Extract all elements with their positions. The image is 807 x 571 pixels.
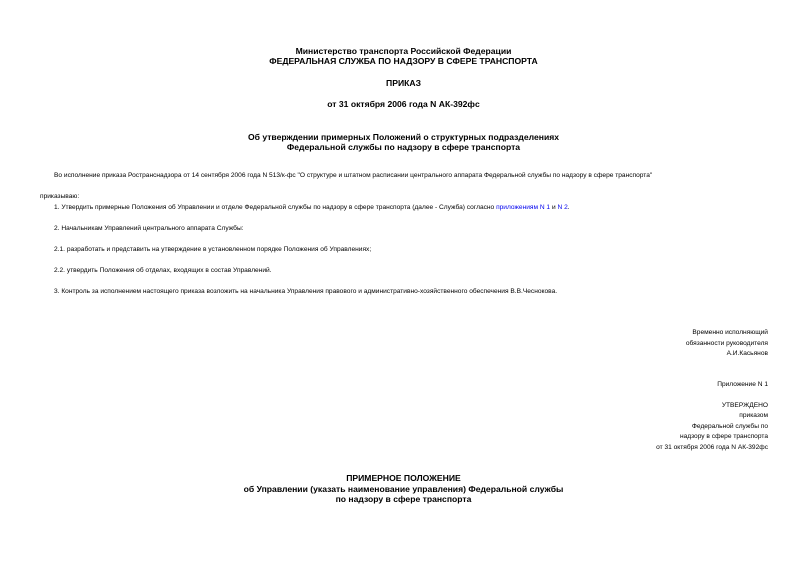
item-1-end: . <box>567 204 570 211</box>
item-3: 3. Контроль за исполнением настоящего приказа возложить на начальника Управления правового и административно-хозяйственного обеспечения В.В.Чеснокова. <box>54 288 558 295</box>
item-1 <box>54 204 570 212</box>
approved-line4: от 31 октября 2006 года N АК-392фс <box>656 444 768 451</box>
approved-label: УТВЕРЖДЕНО <box>721 402 768 409</box>
preamble-text: Во исполнение приказа Ространснадзора от 14 сентября 2006 года N 513/к-фс "О структуре и штатном расписании центрального аппарата Федеральной службы по надзору в сфере транспорта" <box>54 172 653 179</box>
signature-line1: Временно исполняющий <box>692 329 768 336</box>
ministry-heading: Министерство транспорта Российской Федерации <box>295 46 512 56</box>
approved-line1: приказом <box>739 412 768 419</box>
item-1-and: и <box>550 204 558 211</box>
approved-line2: Федеральной службы по <box>691 423 768 430</box>
subject-heading-line2: Федеральной службы по надзору в сфере транспорта <box>286 142 521 152</box>
approved-line3: надзору в сфере транспорта <box>679 433 768 440</box>
signature-name: А.И.Касьянов <box>726 350 768 357</box>
regulation-line3: по надзору в сфере транспорта <box>335 494 472 504</box>
item-2-1: 2.1. разработать и представить на утверждение в установленном порядке Положения об Управлениях; <box>54 246 372 253</box>
item-2-2: 2.2. утвердить Положения об отделах, входящих в состав Управлений. <box>54 267 272 274</box>
doc-type-heading: ПРИКАЗ <box>386 78 421 88</box>
signature-line2: обязанности руководителя <box>685 340 768 347</box>
item-1-text: 1. Утвердить примерные Положения об Управлении и отделе Федеральной службы по надзору в сфере транспорта (далее - Служба) согласно <box>54 204 497 211</box>
service-heading: ФЕДЕРАЛЬНАЯ СЛУЖБА ПО НАДЗОРУ В СФЕРЕ ТРАНСПОРТА <box>269 56 538 66</box>
item-2: 2. Начальникам Управлений центрального аппарата Службы: <box>54 225 244 232</box>
appendix-label: Приложение N 1 <box>717 381 768 388</box>
regulation-line2: об Управлении (указать наименование управления) Федеральной службы <box>243 484 564 494</box>
regulation-title: ПРИМЕРНОЕ ПОЛОЖЕНИЕ <box>346 473 461 483</box>
subject-heading-line1: Об утверждении примерных Положений о структурных подразделениях <box>247 132 560 142</box>
appendix-2-link[interactable]: N 2 <box>557 204 568 211</box>
order-word: приказываю: <box>40 193 80 200</box>
appendix-1-link[interactable]: приложениям N 1 <box>496 204 551 211</box>
doc-date-heading: от 31 октября 2006 года N АК-392фс <box>327 99 480 109</box>
